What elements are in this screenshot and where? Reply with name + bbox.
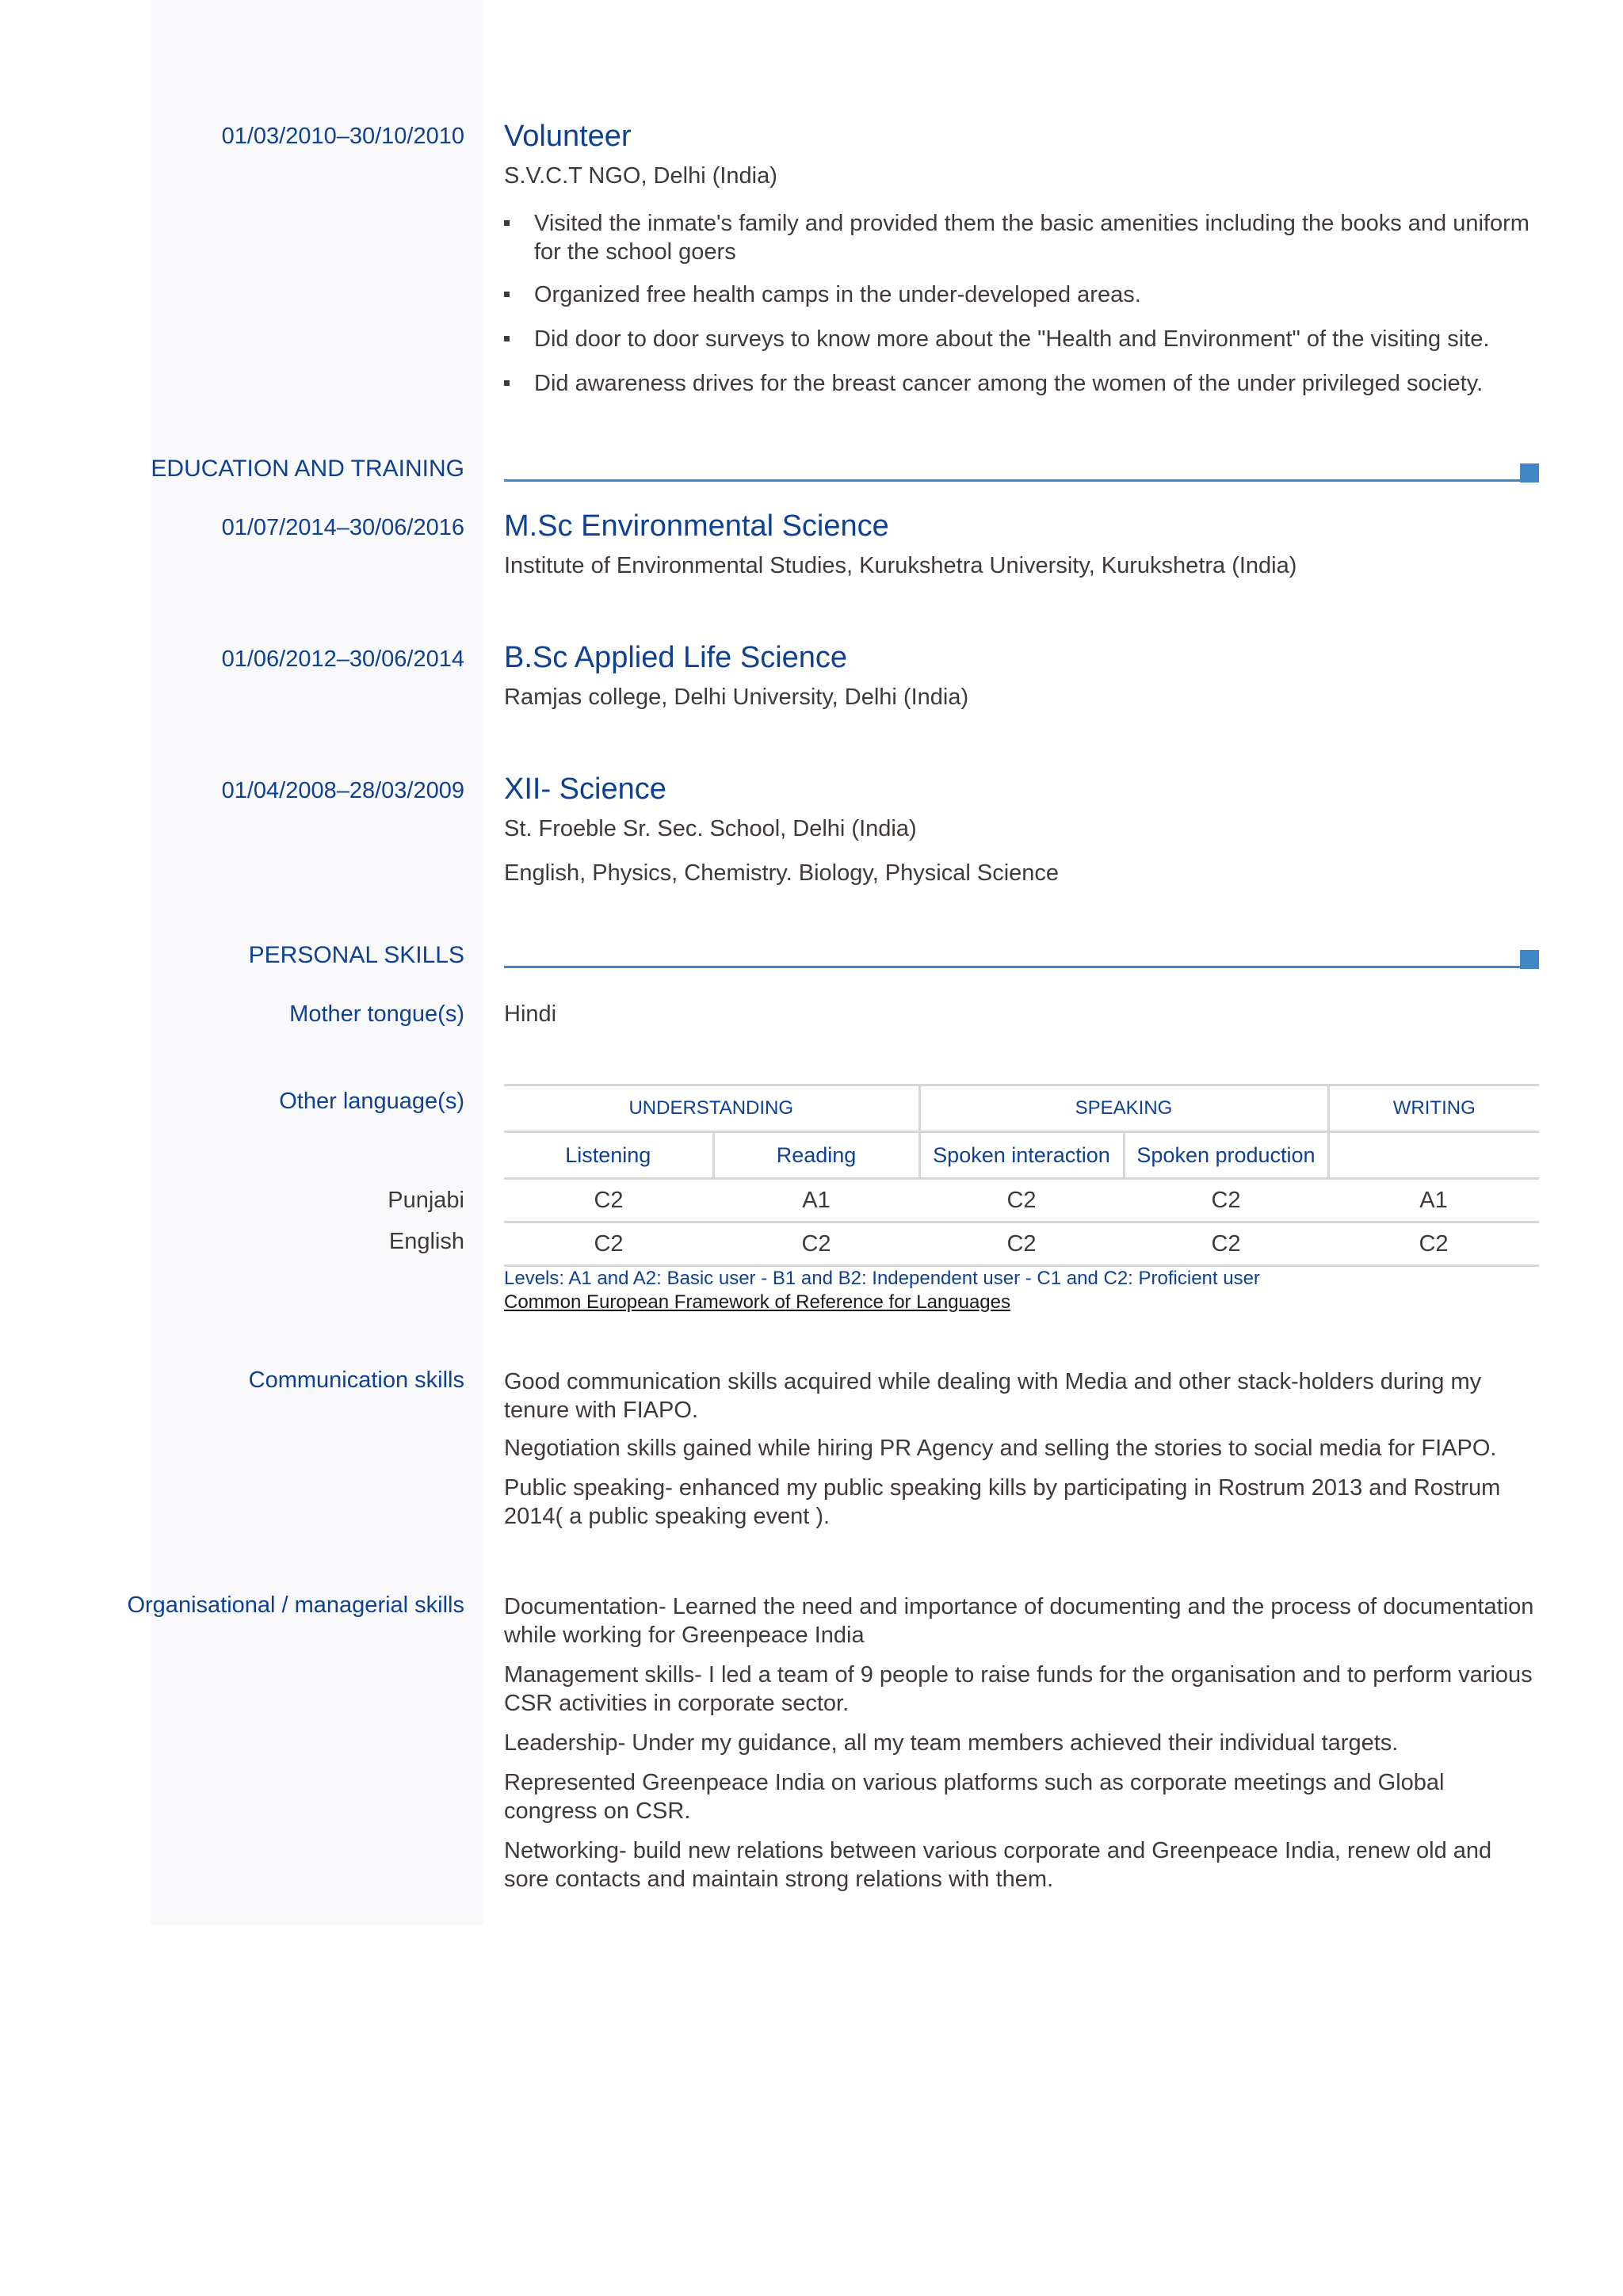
volunteer-bullet: Did door to door surveys to know more about the "Health and Environment" of the visiting site. <box>504 325 1542 353</box>
volunteer-org: S.V.C.T NGO, Delhi (India) <box>504 163 777 189</box>
table-subheader <box>1328 1132 1539 1179</box>
volunteer-bullet: Did awareness drives for the breast cancer among the women of the under privileged society. <box>504 369 1542 398</box>
mother-tongue-value: Hindi <box>504 1001 557 1027</box>
education-date: 01/06/2012–30/06/2014 <box>221 646 464 672</box>
language-name: English <box>388 1229 464 1254</box>
level-cell: A1 <box>713 1179 919 1222</box>
organisational-item: Leadership- Under my guidance, all my team members achieved their individual targets. <box>504 1730 1399 1756</box>
section-divider <box>504 479 1520 482</box>
mother-tongue-label: Mother tongue(s) <box>289 1001 464 1027</box>
level-cell: C2 <box>713 1222 919 1266</box>
bullet-icon <box>504 292 510 297</box>
education-title: M.Sc Environmental Science <box>504 509 889 543</box>
bullet-icon <box>504 380 510 386</box>
language-table <box>504 1084 1539 1267</box>
table-subheader: Spoken production <box>1124 1132 1328 1179</box>
personal-skills-heading: PERSONAL SKILLS <box>248 942 464 968</box>
table-subheader: Listening <box>504 1132 713 1179</box>
level-cell: C2 <box>1124 1179 1328 1222</box>
communication-item: Public speaking- enhanced my public speaking kills by participating in Rostrum 2013 and Rostrum 2014( a public speaking event ). <box>504 1475 1501 1529</box>
volunteer-bullet: Visited the inmate's family and provided them the basic amenities including the books and uniform for the school goers <box>504 209 1542 266</box>
communication-skills-label: Communication skills <box>248 1367 464 1393</box>
volunteer-title: Volunteer <box>504 120 632 153</box>
education-title: XII- Science <box>504 772 666 806</box>
level-cell: C2 <box>919 1179 1124 1222</box>
communication-item: Good communication skills acquired while dealing with Media and other stack-holders during my tenure with FIAPO. <box>504 1369 1482 1423</box>
communication-item: Negotiation skills gained while hiring PR Agency and selling the stories to social media for FIAPO. <box>504 1436 1497 1461</box>
section-marker-icon <box>1520 950 1539 969</box>
cefr-link[interactable]: Common European Framework of Reference for Languages <box>504 1291 1010 1313</box>
table-row <box>504 1179 1539 1222</box>
other-languages-label: Other language(s) <box>279 1089 464 1114</box>
language-name: Punjabi <box>388 1188 464 1213</box>
level-cell: A1 <box>1328 1179 1539 1222</box>
section-divider <box>504 966 1520 968</box>
table-group-header: WRITING <box>1328 1085 1539 1132</box>
level-cell: C2 <box>504 1222 713 1266</box>
education-org: Institute of Environmental Studies, Kurukshetra University, Kurukshetra (India) <box>504 553 1297 578</box>
level-cell: C2 <box>919 1222 1124 1266</box>
table-subheader: Reading <box>713 1132 919 1179</box>
organisational-item: Documentation- Learned the need and importance of documenting and the process of documentation while working for Greenpeace India <box>504 1594 1534 1648</box>
table-subheader: Spoken interaction <box>919 1132 1124 1179</box>
level-cell: C2 <box>504 1179 713 1222</box>
education-date: 01/04/2008–28/03/2009 <box>221 778 464 803</box>
bullet-icon <box>504 220 510 226</box>
education-date: 01/07/2014–30/06/2016 <box>221 515 464 540</box>
organisational-item: Management skills- I led a team of 9 people to raise funds for the organisation and to perform various CSR activities in corporate sector. <box>504 1662 1533 1716</box>
level-cell: C2 <box>1328 1222 1539 1266</box>
education-org: St. Froeble Sr. Sec. School, Delhi (India) <box>504 816 917 841</box>
table-row <box>504 1222 1539 1266</box>
education-title: B.Sc Applied Life Science <box>504 641 848 674</box>
bullet-icon <box>504 336 510 341</box>
education-org: Ramjas college, Delhi University, Delhi (India) <box>504 685 969 710</box>
volunteer-date: 01/03/2010–30/10/2010 <box>221 124 464 149</box>
table-group-header: UNDERSTANDING <box>504 1085 919 1132</box>
levels-note: Levels: A1 and A2: Basic user - B1 and B2: Independent user - C1 and C2: Proficient user <box>504 1268 1260 1289</box>
table-group-header: SPEAKING <box>919 1085 1328 1132</box>
education-detail: English, Physics, Chemistry. Biology, Physical Science <box>504 860 1060 886</box>
volunteer-bullet: Organized free health camps in the under-developed areas. <box>504 280 1542 309</box>
organisational-skills-label: Organisational / managerial skills <box>127 1592 464 1618</box>
organisational-item: Represented Greenpeace India on various platforms such as corporate meetings and Global congress on CSR. <box>504 1770 1445 1824</box>
education-heading: EDUCATION AND TRAINING <box>151 456 464 482</box>
section-marker-icon <box>1520 463 1539 482</box>
level-cell: C2 <box>1124 1222 1328 1266</box>
organisational-item: Networking- build new relations between various corporate and Greenpeace India, renew old and sore contacts and maintain strong relations with them. <box>504 1838 1492 1892</box>
